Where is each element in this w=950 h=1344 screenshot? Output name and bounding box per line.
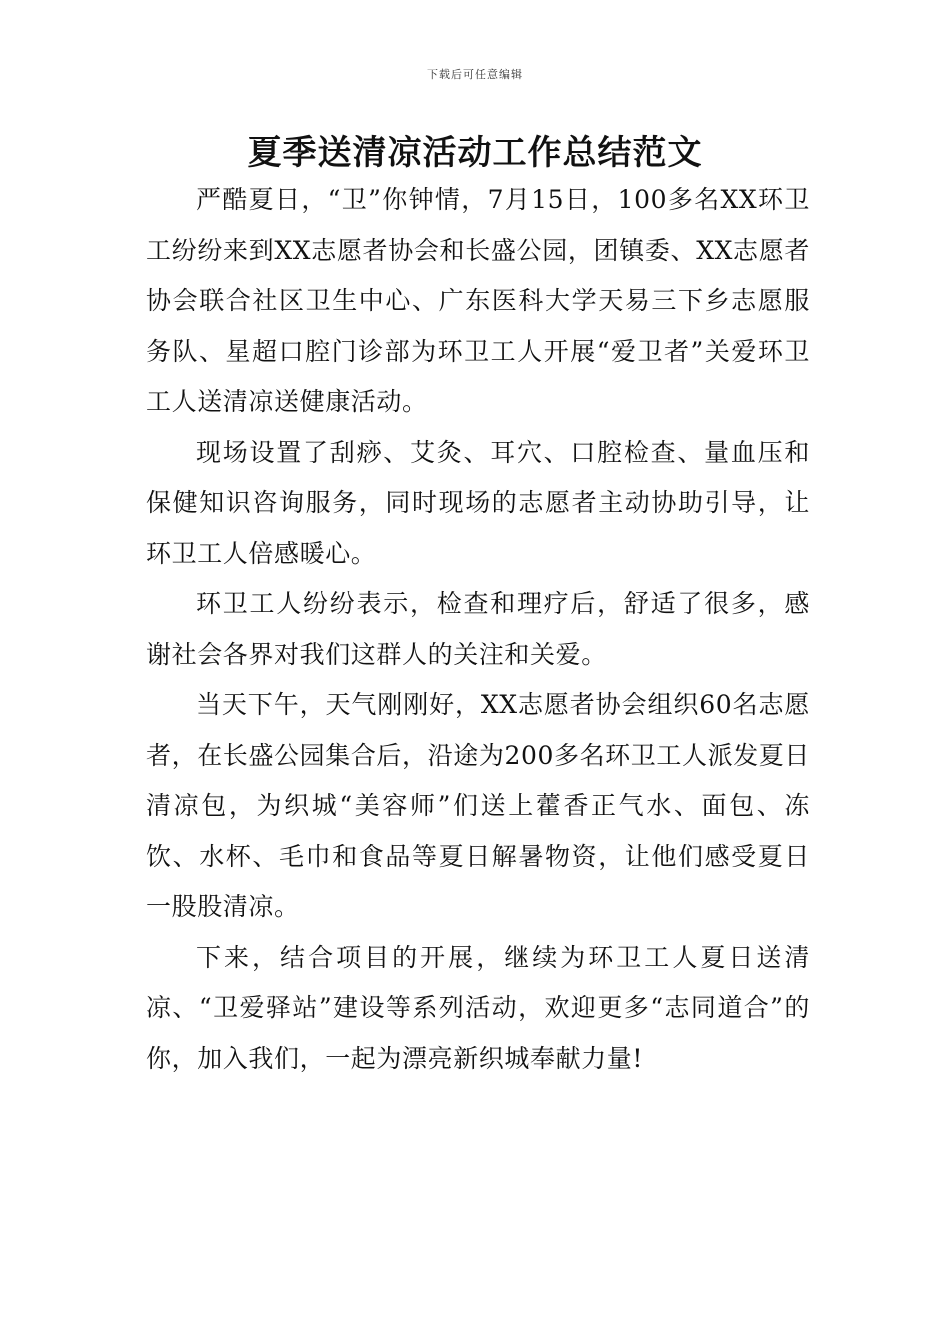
paragraph-2: 现场设置了刮痧、艾灸、耳穴、口腔检查、量血压和保健知识咨询服务，同时现场的志愿者主动协助引导，让环卫工人倍感暖心。 [146, 437, 810, 568]
paragraph-1: 严酷夏日，“卫”你钟情，7月15日，100多名XX环卫工纷纷来到XX志愿者协会和长盛公园，团镇委、XX志愿者协会联合社区卫生中心、广东医科大学天易三下乡志愿服务队、星超口腔门诊部为环卫工人开展“爱卫者”关爱环卫工人送清凉送健康活动。 [146, 185, 810, 416]
document-title: 夏季送清凉活动工作总结范文 [247, 133, 703, 173]
header-note: 下载后可任意编辑 [427, 68, 523, 81]
document-body [146, 175, 810, 1084]
paragraph-5: 下来，结合项目的开展，继续为环卫工人夏日送清凉、“卫爱驿站”建设等系列活动，欢迎更多“志同道合”的你，加入我们，一起为漂亮新织城奉献力量! [146, 942, 810, 1073]
paragraph-4: 当天下午，天气刚刚好，XX志愿者协会组织60名志愿者，在长盛公园集合后，沿途为200多名环卫工人派发夏日清凉包，为织城“美容师”们送上藿香正气水、面包、冻饮、水杯、毛巾和食品等夏日解暑物资，让他们感受夏日一股股清凉。 [146, 690, 810, 921]
paragraph-3: 环卫工人纷纷表示，检查和理疗后，舒适了很多，感谢社会各界对我们这群人的关注和关爱。 [146, 589, 810, 669]
